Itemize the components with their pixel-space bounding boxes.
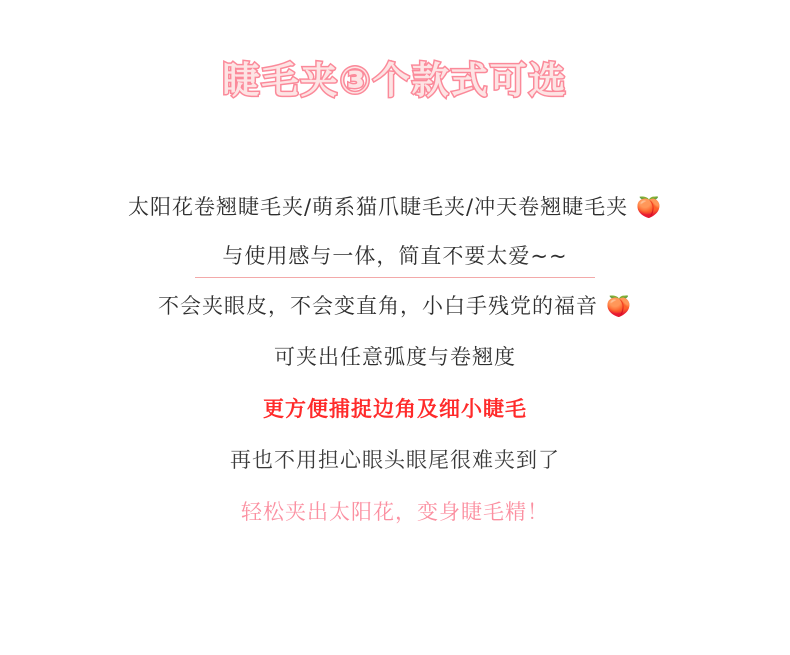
page-title-container (0, 58, 790, 104)
line-text: 与使用感与一体，简直不要太爱~~ (222, 244, 568, 268)
description-line-eye-ends (0, 450, 790, 472)
description-lines (0, 196, 790, 523)
line-text: 太阳花卷翘睫毛夹/萌系猫爪睫毛夹/冲天卷翘睫毛夹 (127, 194, 629, 219)
description-line-product-styles (0, 196, 790, 218)
description-line-usage-feel (0, 246, 790, 268)
description-line-no-pinch (0, 295, 790, 317)
underline-divider (195, 277, 595, 278)
peach-icon: 🍑 (606, 294, 632, 318)
line-text: 再也不用担心眼头眼尾很难夹到了 (230, 448, 560, 472)
page-title: 睫毛夹③个款式可选 (222, 59, 568, 102)
line-text: 轻松夹出太阳花，变身睫毛精！ (241, 499, 549, 524)
description-line-sunflower (0, 501, 790, 523)
description-line-catch-corners (0, 398, 790, 420)
description-line-any-curve (0, 347, 790, 369)
peach-icon: 🍑 (636, 195, 663, 219)
line-text: 更方便捕捉边角及细小睫毛 (263, 396, 527, 421)
line-text: 不会夹眼皮，不会变直角，小白手残党的福音 (158, 293, 599, 318)
line-text: 可夹出任意弧度与卷翘度 (274, 345, 516, 369)
